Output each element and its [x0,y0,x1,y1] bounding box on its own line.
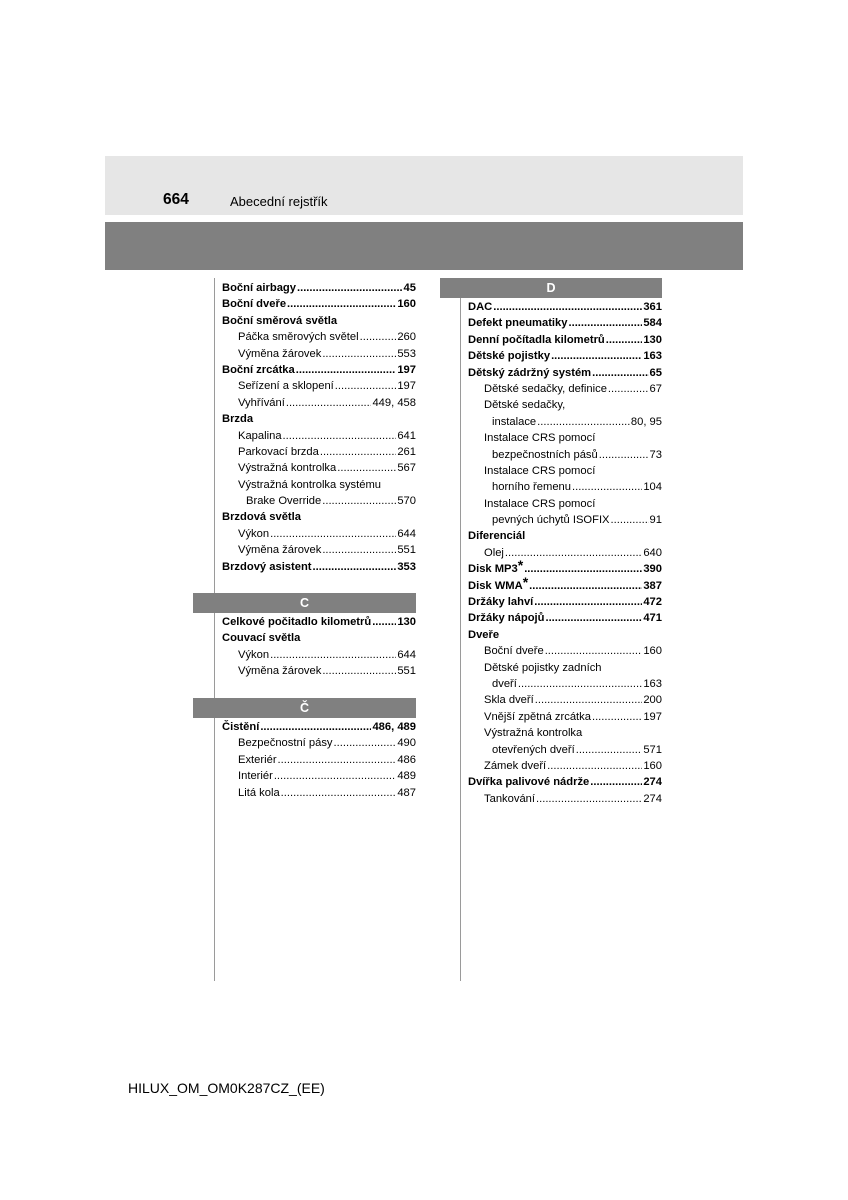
index-term: Litá kola [238,786,280,799]
index-term: Dětské sedačky, [484,399,566,412]
index-term: Denní počítadla kilometrů [468,333,605,346]
dot-leader [360,329,397,345]
index-entry [222,280,416,296]
dot-leader [281,785,397,801]
index-term: Instalace CRS pomocí [484,497,596,510]
index-page-ref: 104 [643,481,662,494]
index-entry [484,430,662,446]
index-term: Boční směrová světla [222,314,338,327]
index-term: Čistění [222,721,260,733]
index-entry [492,676,662,692]
index-term: Brzdový asistent [222,560,312,573]
dot-leader [313,559,397,575]
index-group-b [222,280,416,575]
dot-leader [322,542,396,558]
column-divider-middle [460,278,461,981]
index-term: Dětské sedačky, definice [484,382,607,395]
index-entry [238,444,416,460]
dot-leader [551,348,642,364]
dot-leader [287,296,396,312]
dot-leader [606,332,643,348]
index-page-ref: 486, 489 [372,721,416,733]
index-term: bezpečnostních pásů [492,448,598,461]
dot-leader [296,362,397,378]
dot-leader [529,578,642,594]
index-entry [468,315,662,331]
dot-leader [545,643,643,659]
header-bar [105,222,743,270]
index-entry [246,493,416,509]
index-page-ref: 486 [397,753,416,766]
index-term: Kapalina [238,429,282,442]
index-page-ref: 274 [643,792,662,805]
index-term: Výstražná kontrolka [484,727,583,740]
index-term: Výkon [238,527,270,540]
index-term: Vnější zpětná zrcátka [484,710,591,723]
index-term: dveří [492,677,517,690]
index-page-ref: 160 [643,759,662,772]
index-term: Výměna žárovek [238,544,322,557]
index-term: horního řemenu [492,481,571,494]
index-page-ref: 163 [643,677,662,690]
index-page-ref: 73 [649,448,662,461]
dot-leader [283,428,397,444]
index-term: Instalace CRS pomocí [484,432,596,445]
index-term: Držáky nápojů [468,612,545,625]
index-term: DAC [468,301,493,313]
index-entry [468,365,662,381]
index-term: Boční dveře [484,645,544,658]
index-term: Zámek dveří [484,759,547,772]
dot-leader [592,709,642,725]
index-column-right [468,299,662,807]
index-term: Disk WMA* [468,573,529,592]
index-page-ref: 641 [397,429,416,442]
dot-leader [535,692,643,708]
dot-leader [576,742,643,758]
dot-leader [322,346,396,362]
index-term: Boční zrcátka [222,363,295,376]
index-term: Dveře [468,628,500,641]
index-term: Výměna žárovek [238,347,322,360]
dot-leader [260,719,371,735]
index-entry [222,362,416,378]
index-entry [492,512,662,528]
index-entry [238,663,416,679]
index-term: Defekt pneumatiky [468,317,568,330]
dot-leader [297,280,403,296]
dot-leader [611,512,649,528]
index-page-ref: 553 [397,347,416,360]
dot-leader [524,561,642,577]
dot-leader [505,545,642,561]
index-entry [468,332,662,348]
index-term: instalace [492,415,537,428]
index-entry [238,477,416,493]
dot-leader [572,479,642,495]
dot-leader [337,460,396,476]
dot-leader [568,315,642,331]
dot-leader [537,414,630,430]
dot-leader [493,299,642,315]
page-number: 664 [163,191,189,208]
index-term: Couvací světla [222,632,301,645]
index-page-ref: 91 [649,514,662,527]
header-band [105,156,743,215]
index-entry [238,752,416,768]
index-term: Držáky lahví [468,596,534,609]
dot-leader [518,676,642,692]
index-page-ref: 551 [397,665,416,678]
index-page-ref: 197 [397,380,416,393]
index-entry [238,460,416,476]
index-entry [222,313,416,329]
index-page-ref: 489 [397,770,416,783]
dot-leader [599,447,649,463]
index-page-ref: 261 [397,445,416,458]
index-group-c [222,614,416,680]
index-term: Olej [484,546,504,559]
dot-leader [592,365,648,381]
dot-leader [590,774,642,790]
dot-leader [608,381,649,397]
index-term: Výkon [238,648,270,661]
footnote-star: * [522,573,529,590]
index-group-cz [222,719,416,801]
dot-leader [547,758,642,774]
dot-leader [322,493,396,509]
index-term: Dětské pojistky zadních [484,661,602,674]
index-term: otevřených dveří [492,743,575,756]
index-term: Tankování [484,792,535,805]
index-page-ref: 472 [643,596,662,609]
index-term: Boční airbagy [222,282,296,294]
index-entry [222,509,416,525]
index-entry [468,557,662,577]
index-page-ref: 80, 95 [630,415,662,428]
index-term: Skla dveří [484,694,534,707]
index-term: Parkovací brzda [238,445,319,458]
index-entry [222,559,416,575]
index-page-ref: 274 [643,776,662,789]
index-entry [484,725,662,741]
index-entry [492,479,662,495]
dot-leader [286,395,372,411]
index-term: Seřízení a sklopení [238,380,334,393]
dot-leader [335,378,397,394]
column-divider-left [214,278,215,981]
dot-leader [270,647,396,663]
footer-code: HILUX_OM_OM0K287CZ_(EE) [128,1080,325,1096]
index-term: Dvířka palivové nádrže [468,776,590,789]
index-term: Exteriér [238,753,277,766]
index-entry [238,735,416,751]
dot-leader [278,752,397,768]
index-term: Bezpečnostní pásy [238,737,333,750]
index-page-ref: 567 [397,462,416,475]
index-page-ref: 640 [643,546,662,559]
index-page-ref: 163 [643,350,662,363]
index-entry [238,329,416,345]
index-entry [484,692,662,708]
index-group-d [468,299,662,807]
index-page-ref: 130 [643,333,662,346]
index-page-ref: 67 [649,382,662,395]
index-page-ref: 551 [397,544,416,557]
index-term: Výměna žárovek [238,665,322,678]
page-title: Abecední rejstřík [230,194,328,209]
index-entry [468,348,662,364]
index-entry [484,709,662,725]
index-page-ref: 571 [643,743,662,756]
dot-leader [536,791,642,807]
index-page-ref: 197 [643,710,662,723]
dot-leader [334,735,397,751]
index-page-ref: 353 [397,560,416,573]
index-entry [222,630,416,646]
index-entry [468,528,662,544]
index-entry [492,742,662,758]
dot-leader [320,444,396,460]
index-entry [222,296,416,312]
index-page-ref: 45 [403,282,416,294]
index-page-ref: 570 [397,495,416,508]
index-entry [238,768,416,784]
index-entry [484,643,662,659]
index-entry [484,791,662,807]
dot-leader [270,526,396,542]
index-entry [484,758,662,774]
index-entry [484,397,662,413]
index-entry [238,378,416,394]
index-term: Brzda [222,413,254,426]
index-entry [484,660,662,676]
index-page-ref: 387 [643,579,662,592]
index-term: Dětský zádržný systém [468,366,592,379]
index-page-ref: 584 [643,317,662,330]
index-term: Interiér [238,770,273,783]
index-entry [238,785,416,801]
index-entry [238,542,416,558]
dot-leader [274,768,397,784]
index-entry [222,719,416,735]
dot-leader [322,663,396,679]
index-entry [238,647,416,663]
index-entry [468,627,662,643]
index-entry [238,428,416,444]
index-entry [484,381,662,397]
index-entry [468,299,662,315]
index-page-ref: 260 [397,331,416,344]
index-term: Výstražná kontrolka [238,462,337,475]
index-page-ref: 644 [397,648,416,661]
index-term: pevných úchytů ISOFIX [492,514,610,527]
section-header-cz: Č [193,698,416,718]
index-term: Celkové počitadlo kilometrů [222,616,372,628]
index-term: Brzdová světla [222,511,301,524]
index-entry [468,774,662,790]
index-entry [468,610,662,626]
index-entry [468,573,662,594]
index-page-ref: 130 [397,616,416,628]
index-entry [238,346,416,362]
index-page-ref: 65 [649,366,662,379]
index-page-ref: 361 [643,301,662,313]
index-entry [484,463,662,479]
index-page-ref: 390 [643,563,662,576]
index-page-ref: 160 [643,645,662,658]
dot-leader [372,614,396,630]
index-entry [492,447,662,463]
index-term: Instalace CRS pomocí [484,464,596,477]
index-page-ref: 449, 458 [372,396,416,409]
index-entry [222,411,416,427]
section-header-d: D [440,278,662,298]
index-term: Boční dveře [222,298,287,311]
index-entry [484,545,662,561]
index-term: Vyhřívání [238,396,285,409]
index-entry [484,496,662,512]
index-term: Brake Override [246,495,322,508]
index-page-ref: 471 [643,612,662,625]
index-term: Disk MP3* [468,557,524,576]
index-page-ref: 490 [397,737,416,750]
index-entry [238,526,416,542]
index-page-ref: 487 [397,786,416,799]
index-page-ref: 644 [397,527,416,540]
index-term: Výstražná kontrolka systému [238,478,382,491]
index-column-left [222,280,416,575]
index-page-ref: 197 [397,363,416,376]
index-page-ref: 160 [397,298,416,311]
index-page-ref: 200 [643,694,662,707]
index-term: Dětské pojistky [468,350,551,363]
dot-leader [545,610,642,626]
section-header-c: C [193,593,416,613]
index-term: Diferenciál [468,530,526,543]
index-entry [238,395,416,411]
index-entry [468,594,662,610]
index-term: Páčka směrových světel [238,331,359,344]
index-entry [222,614,416,630]
footnote-star: * [517,557,524,574]
index-entry [492,414,662,430]
dot-leader [534,594,642,610]
